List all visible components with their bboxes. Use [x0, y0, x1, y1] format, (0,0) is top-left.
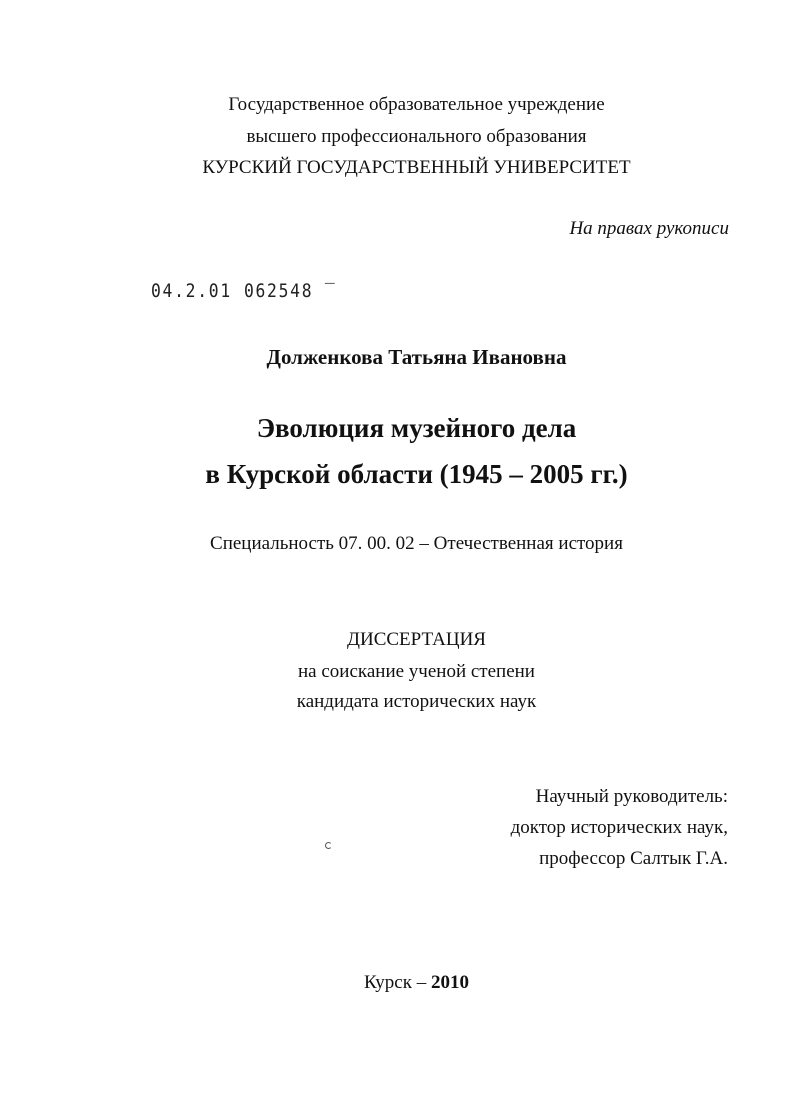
- advisor-label: Научный руководитель:: [535, 786, 728, 807]
- advisor-degree: доктор исторических наук,: [510, 817, 728, 838]
- specialty: Специальность 07. 00. 02 – Отечественная история: [210, 533, 623, 554]
- institution-line-1: Государственное образовательное учреждение: [228, 94, 605, 115]
- dissertation-heading: ДИССЕРТАЦИЯ: [347, 629, 486, 650]
- university-name: КУРСКИЙ ГОСУДАРСТВЕННЫЙ УНИВЕРСИТЕТ: [202, 157, 631, 178]
- title-line-1: Эволюция музейного дела: [256, 413, 577, 443]
- author-name: Долженкова Татьяна Ивановна: [266, 345, 567, 369]
- institution-line-2: высшего профессионального образования: [246, 126, 587, 147]
- dissertation-degree: кандидата исторических наук: [296, 691, 537, 712]
- rights-note: На правах рукописи: [569, 218, 729, 239]
- footer-city-year: [18, 972, 797, 994]
- stamp-dash: ‾: [313, 280, 337, 302]
- footer-city: Курск –: [364, 972, 431, 993]
- scan-speck: [325, 842, 332, 849]
- advisor-name: профессор Салтык Г.А.: [539, 848, 728, 869]
- dissertation-purpose: на соискание ученой степени: [298, 661, 535, 682]
- archive-stamp: [151, 280, 336, 302]
- stamp-code: 04.2.01: [151, 280, 232, 302]
- stamp-number: 062548: [243, 280, 314, 302]
- footer-year: 2010: [430, 972, 469, 993]
- title-line-2: в Курской области (1945 – 2005 гг.): [205, 459, 628, 489]
